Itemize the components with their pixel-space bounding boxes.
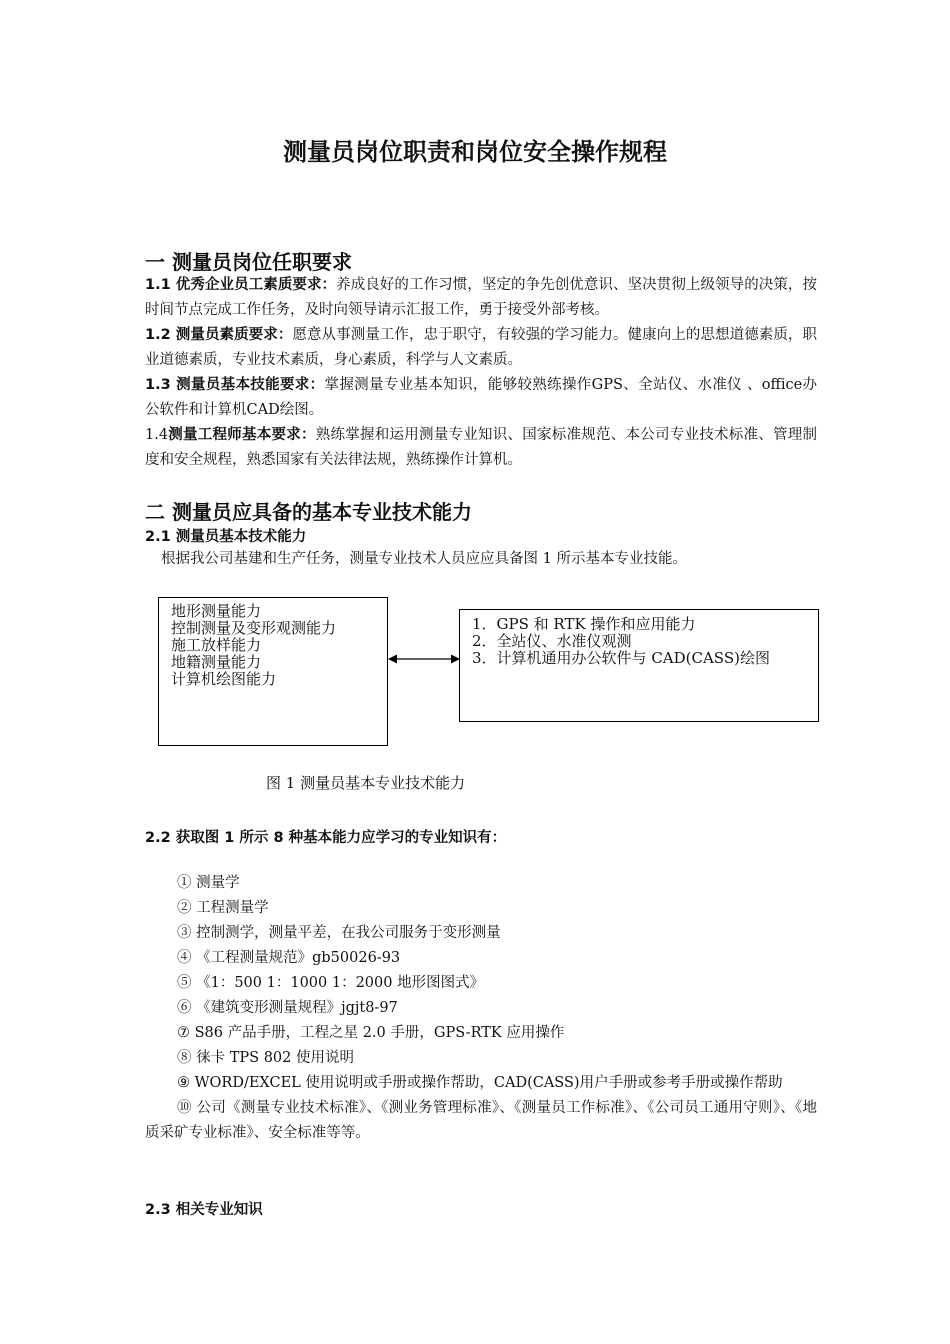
section1-item-1 [145,273,817,323]
section1-item-4 [145,423,817,473]
item-text: 熟练掌握和运用测量专业知识、国家标准规范、本公司专业技术标准、管理制度和安全规程，熟悉国家有关法律法规，熟练操作计算机。 [145,427,817,468]
skill-item: 1．GPS 和 RTK 操作和应用能力 [472,615,696,633]
subsection-2-3-heading: 2.3 相关专业知识 [145,1202,263,1218]
skill-item: 3．计算机通用办公软件与 CAD(CASS)绘图 [472,649,770,667]
subsection-2-2-heading: 2.2 获取图 1 所示 8 种基本能力应学习的专业知识有： [145,830,507,846]
item-label: 1.2 测量员素质要求： [145,327,293,343]
knowledge-list [145,871,817,1146]
ability-item: 施工放样能力 [171,636,262,654]
item-text: 掌握测量专业基本知识，能够较熟练操作GPS、全站仪、水准仪 、office办公软件和计算机CAD绘图。 [145,377,818,418]
list-item: ⑩ 公司《测量专业技术标准》、《测业务管理标准》、《测量员工作标准》、《公司员工通用守则》、《地质采矿专业标准》、安全标准等等。 [145,1100,817,1141]
list-item: ① 测量学 [177,875,240,891]
figure-caption: 图 1 测量员基本专业技术能力 [266,774,466,792]
section1-item-3 [145,373,817,423]
section1-item-2 [145,323,817,373]
list-item: ⑦ S86 产品手册，工程之星 2.0 手册，GPS-RTK 应用操作 [177,1025,565,1041]
section1-heading: 一 测量员岗位任职要求 [145,250,352,274]
ability-item: 控制测量及变形观测能力 [171,619,337,637]
list-item: ③ 控制测学，测量平差，在我公司服务于变形测量 [177,925,501,941]
figure-left-box [158,597,388,746]
document-title: 测量员岗位职责和岗位安全操作规程 [283,138,667,166]
subsection-2-1-heading: 2.1 测量员基本技术能力 [145,529,307,545]
item-label: 1.3 测量员基本技能要求： [145,377,325,393]
list-item: ② 工程测量学 [177,900,269,916]
item-label: 测量工程师基本要求： [168,427,316,443]
item-text: 愿意从事测量工作，忠于职守，有较强的学习能力。健康向上的思想道德素质，职业道德素质，专业技术素质，身心素质，科学与人文素质。 [145,327,818,368]
ability-item: 地形测量能力 [171,602,262,620]
item-prefix: 1.4 [145,427,169,443]
double-arrow-icon [388,650,460,668]
subsection-2-1-text: 根据我公司基建和生产任务，测量专业技术人员应应具备图 1 所示基本专业技能。 [161,551,687,567]
section2-heading: 二 测量员应具备的基本专业技术能力 [145,500,472,524]
list-item: ④ 《工程测量规范》gb50026-93 [177,950,401,966]
list-item: ⑨ WORD/EXCEL 使用说明或手册或操作帮助，CAD(CASS)用户手册或参考手册或操作帮助 [177,1075,783,1091]
ability-item: 地籍测量能力 [171,653,262,671]
list-item: ⑧ 徕卡 TPS 802 使用说明 [177,1050,354,1066]
skill-item: 2．全站仪、水准仪观测 [472,632,632,650]
figure-right-box [459,609,819,722]
item-label: 1.1 优秀企业员工素质要求： [145,277,337,293]
list-item: ⑥ 《建筑变形测量规程》jgjt8-97 [177,1000,398,1016]
list-item: ⑤ 《1：500 1：1000 1：2000 地形图图式》 [177,975,485,991]
item-text: 养成良好的工作习惯，坚定的争先创优意识、坚决贯彻上级领导的决策，按时间节点完成工作任务，及时向领导请示汇报工作，勇于接受外部考核。 [145,277,817,318]
ability-item: 计算机绘图能力 [171,670,277,688]
